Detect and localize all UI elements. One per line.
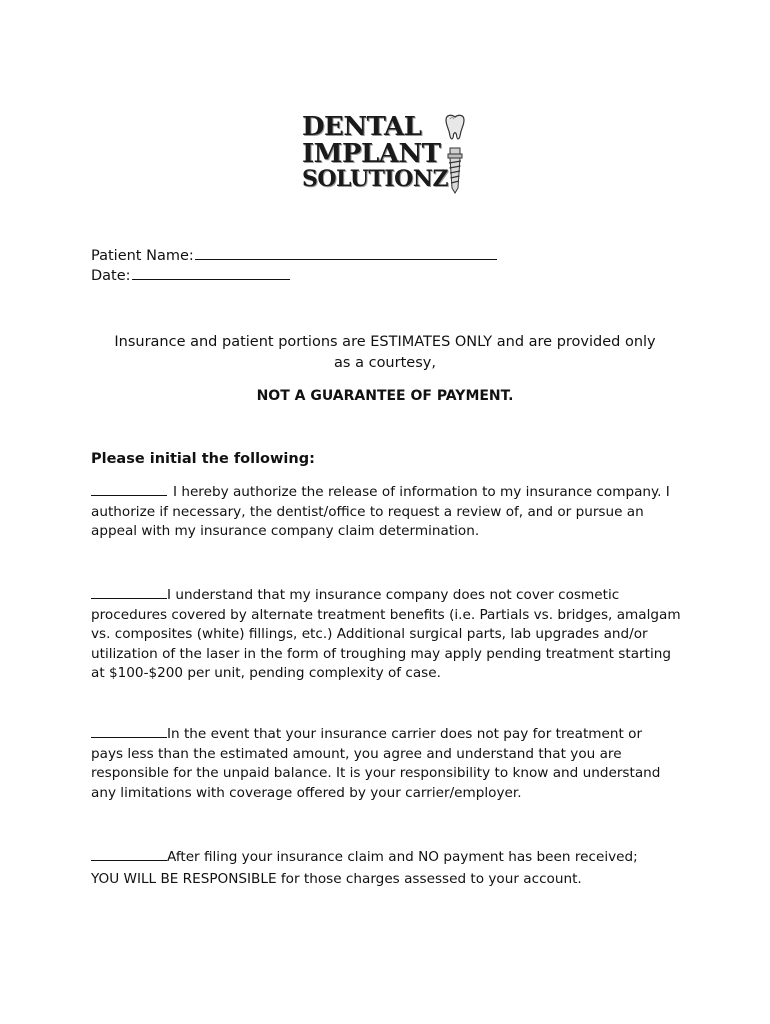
initial-item-4-text-part-1: After filing your insurance claim and NO payment has been received; [167, 849, 638, 865]
logo-line-1: DENTAL [302, 112, 422, 142]
logo-wordmark [302, 112, 448, 192]
initial-blank-4[interactable] [91, 848, 167, 861]
initial-item-1-text: I hereby authorize the release of information to my insurance company. I authorize if necessary, the dentist/office to request a review of, and or pursue an appeal with my insurance company claim determination. [91, 484, 670, 539]
date-input-line[interactable] [132, 265, 290, 280]
tooth-implant-icon [442, 114, 468, 194]
estimate-notice-line-1: Insurance and patient portions are ESTIMATES ONLY and are provided only [114, 334, 656, 350]
initial-heading: Please initial the following: [91, 451, 315, 467]
initial-blank-3[interactable] [91, 725, 167, 738]
initial-item-2-text: I understand that my insurance company does not cover cosmetic procedures covered by alternate treatment benefits (i.e. Partials vs. bridges, amalgam vs. composites (white) fillings, etc.) Additional surgical parts, lab upgrades and/or utilization of the laser in the form of troughing may apply pending treatment starting at $100-$200 per unit, pending complexity of case. [91, 587, 681, 681]
initial-item-4-text-part-2: YOU WILL BE RESPONSIBLE [91, 871, 277, 887]
patient-name-input-line[interactable] [195, 245, 497, 260]
initial-item-1 [91, 483, 681, 542]
date-field [91, 265, 290, 284]
initial-blank-1[interactable] [91, 483, 167, 496]
patient-name-label: Patient Name: [91, 248, 194, 264]
initial-item-4 [91, 846, 691, 890]
initial-item-3 [91, 725, 675, 803]
initial-blank-2[interactable] [91, 586, 167, 599]
estimate-notice [91, 332, 679, 374]
patient-name-field [91, 245, 497, 264]
initial-item-4-text-part-3: for those charges assessed to your account. [280, 871, 582, 887]
logo-line-3: SOLUTIONZ [302, 166, 448, 192]
dental-implant-solutionz-logo [302, 112, 472, 194]
date-label: Date: [91, 268, 131, 284]
logo-line-2: IMPLANT [302, 139, 441, 169]
guarantee-notice: NOT A GUARANTEE OF PAYMENT. [256, 388, 514, 404]
estimate-notice-line-2: as a courtesy, [334, 355, 436, 371]
initial-item-3-text: In the event that your insurance carrier does not pay for treatment or pays less than the estimated amount, you agree and understand that you are responsible for the unpaid balance. It is your responsibility to know and understand any limitations with coverage offered by your carrier/employer. [91, 726, 661, 801]
initial-item-2 [91, 586, 683, 684]
